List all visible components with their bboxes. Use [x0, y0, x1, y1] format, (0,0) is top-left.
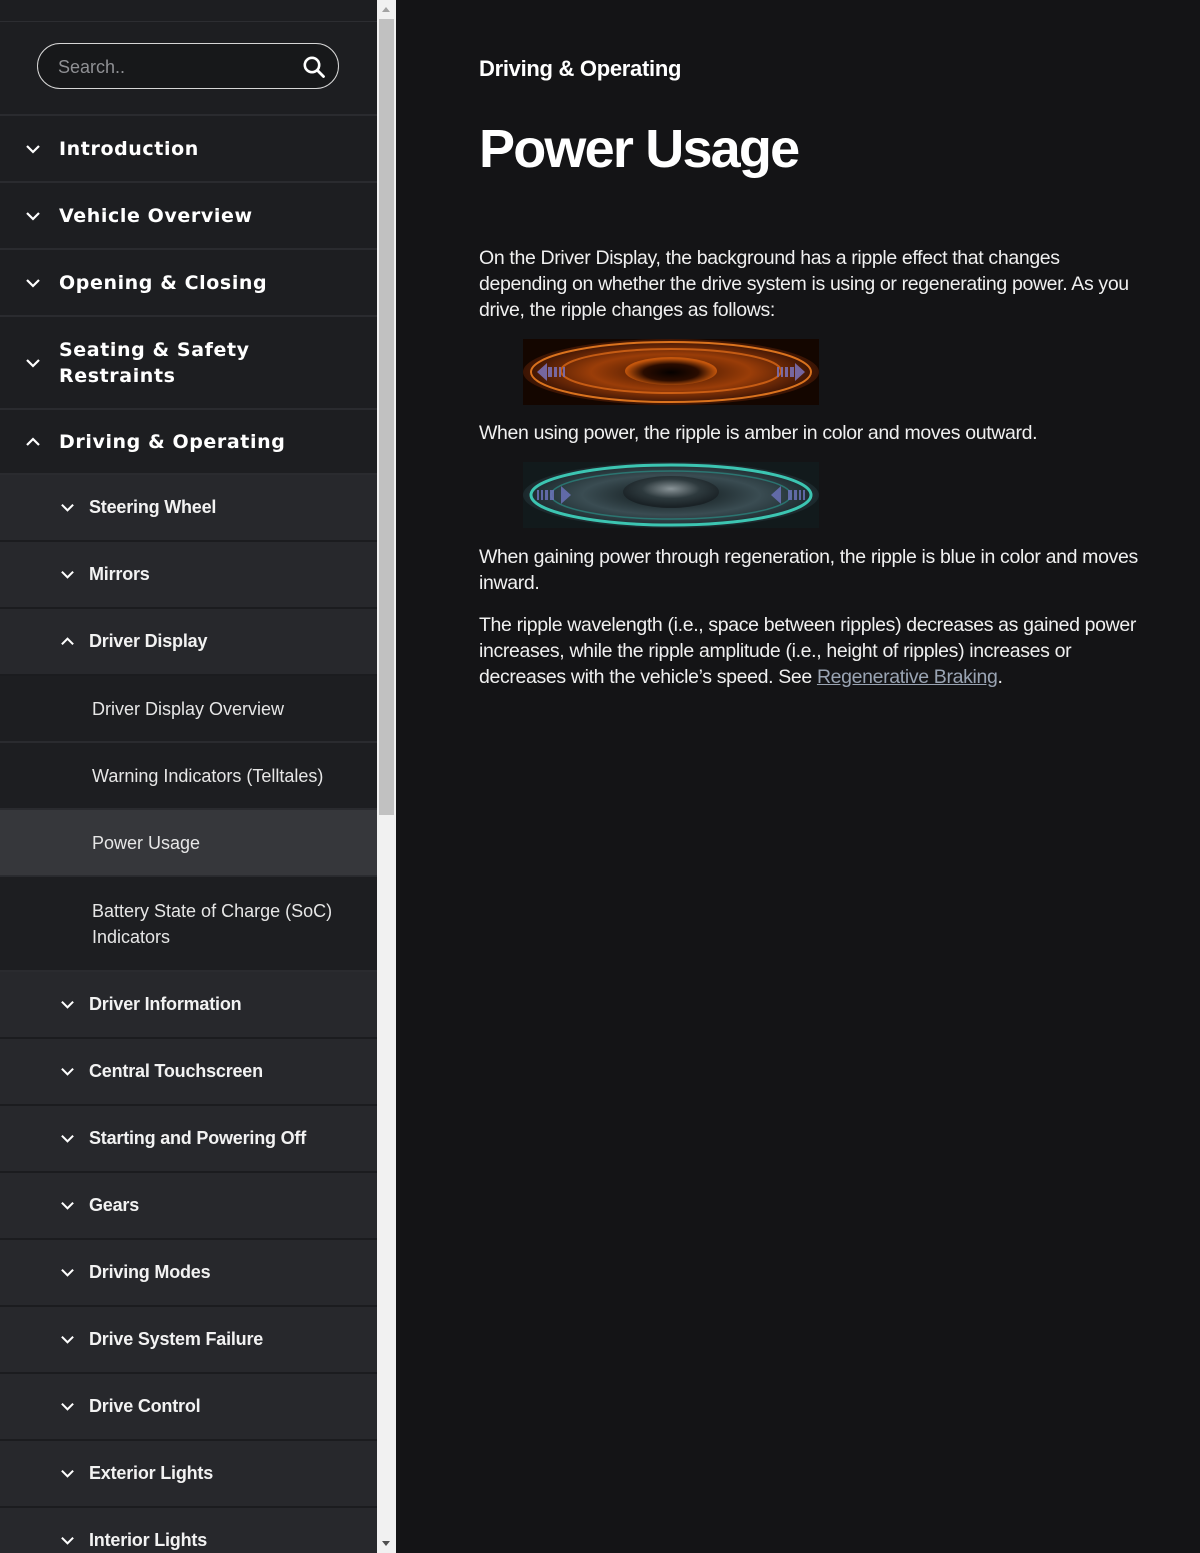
chevron-down-icon [60, 1064, 75, 1079]
chevron-up-icon [60, 634, 75, 649]
blue-caption: When gaining power through regeneration, the ripple is blue in color and moves inward. [479, 546, 1138, 594]
nav-item-mirrors[interactable] [0, 542, 377, 609]
scrollbar-thumb[interactable] [379, 19, 394, 815]
nav-section-label: Seating & Safety Restraints [59, 338, 250, 387]
nav-item-label: Exterior Lights [89, 1463, 214, 1483]
scroll-down-arrow-icon[interactable] [382, 1541, 390, 1546]
sidebar-scrollbar[interactable] [377, 0, 396, 1553]
chevron-down-icon [25, 275, 41, 291]
chevron-down-icon [60, 500, 75, 515]
chevron-down-icon [60, 1131, 75, 1146]
chevron-down-icon [25, 355, 41, 371]
nav-item-label: Central Touchscreen [89, 1061, 263, 1081]
chevron-down-icon [60, 1332, 75, 1347]
chevron-down-icon [25, 141, 41, 157]
nav-item-label: Drive Control [89, 1396, 201, 1416]
nav-item-label: Interior Lights [89, 1530, 207, 1550]
nav-item-steering-wheel[interactable] [0, 475, 377, 542]
search-input[interactable] [56, 44, 300, 90]
scroll-up-arrow-icon[interactable] [382, 7, 390, 12]
nav-item-gears[interactable] [0, 1173, 377, 1240]
nav-section-label: Vehicle Overview [59, 204, 253, 227]
amber-ripple-image [523, 339, 819, 405]
nav-subitem-label: Power Usage [92, 832, 201, 853]
nav-item-starting-powering-off[interactable] [0, 1106, 377, 1173]
search-box[interactable] [37, 43, 339, 89]
nav-section-label: Driving & Operating [59, 430, 286, 453]
chevron-up-icon [25, 434, 41, 450]
nav-subitem-label: Driver Display Overview [92, 698, 285, 719]
nav-item-label: Driver Display [89, 631, 208, 651]
nav-item-label: Mirrors [89, 564, 150, 584]
chevron-down-icon [60, 1399, 75, 1414]
nav-section-driving-operating[interactable] [0, 410, 377, 475]
page-title: Power Usage [479, 119, 799, 179]
wavelength-text: The ripple wavelength (i.e., space between ripples) decreases as gained power increases, while the ripple amplitude (i.e., height of ripples) increases or decreases with the vehicle’s speed. See [479, 614, 1137, 688]
chevron-down-icon [60, 997, 75, 1012]
nav-item-driver-information[interactable] [0, 972, 377, 1039]
nav-item-label: Steering Wheel [89, 497, 217, 517]
wavelength-end: . [997, 666, 1003, 688]
nav-item-central-touchscreen[interactable] [0, 1039, 377, 1106]
intro-paragraph: On the Driver Display, the background has a ripple effect that changes depending on whether the drive system is using or regenerating power. As you drive, the ripple changes as follows: [479, 247, 1129, 321]
nav-section-label: Introduction [59, 137, 199, 160]
nav-item-label: Gears [89, 1195, 140, 1215]
nav-item-label: Starting and Powering Off [89, 1128, 307, 1148]
nav-item-exterior-lights[interactable] [0, 1441, 377, 1508]
chevron-down-icon [60, 1466, 75, 1481]
nav-section-opening-closing[interactable] [0, 250, 377, 317]
chevron-down-icon [60, 567, 75, 582]
wavelength-paragraph [479, 612, 1144, 690]
nav-section-seating-safety[interactable] [0, 317, 377, 410]
chevron-down-icon [25, 208, 41, 224]
nav-section-introduction[interactable] [0, 116, 377, 183]
nav-section-label: Opening & Closing [59, 271, 268, 294]
nav-item-interior-lights[interactable] [0, 1508, 377, 1553]
nav-item-label: Driver Information [89, 994, 242, 1014]
nav-subitem-battery-soc[interactable] [0, 877, 377, 972]
chevron-down-icon [60, 1198, 75, 1213]
nav-subitem-label: Battery State of Charge (SoC) Indicators [92, 900, 333, 947]
breadcrumb[interactable]: Driving & Operating [479, 56, 682, 81]
nav-item-drive-system-failure[interactable] [0, 1307, 377, 1374]
nav-subitem-warning-indicators[interactable] [0, 743, 377, 810]
nav-item-driving-modes[interactable] [0, 1240, 377, 1307]
chevron-down-icon [60, 1265, 75, 1280]
nav-subitem-label: Warning Indicators (Telltales) [92, 765, 324, 786]
sidebar [0, 0, 377, 1553]
search-icon[interactable] [302, 55, 326, 79]
nav-item-drive-control[interactable] [0, 1374, 377, 1441]
nav-item-label: Driving Modes [89, 1262, 211, 1282]
search-area [0, 22, 377, 116]
amber-caption: When using power, the ripple is amber in color and moves outward. [479, 422, 1038, 444]
nav-subitem-driver-display-overview[interactable] [0, 676, 377, 743]
chevron-down-icon [60, 1533, 75, 1548]
sidebar-top-divider [0, 0, 377, 22]
regenerative-braking-link[interactable]: Regenerative Braking [816, 666, 998, 688]
nav-item-label: Drive System Failure [89, 1329, 264, 1349]
nav-item-driver-display[interactable] [0, 609, 377, 676]
blue-ripple-image [523, 462, 819, 528]
nav-section-vehicle-overview[interactable] [0, 183, 377, 250]
nav-subitem-power-usage[interactable] [0, 810, 377, 877]
